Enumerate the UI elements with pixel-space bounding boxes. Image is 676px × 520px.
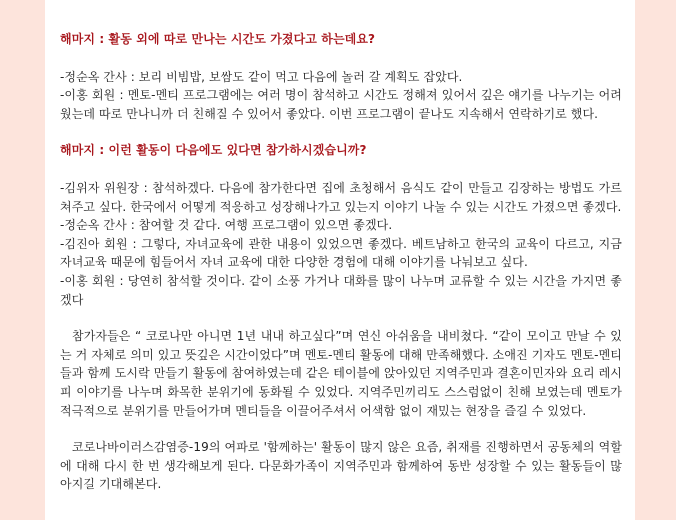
answer-jeong-soon-ok: -정순옥 간사 : 보리 비빔밥, 보쌈도 같이 먹고 다음에 놀러 갈 계획도 잡았다. — [60, 69, 463, 84]
answer-kim-wi-ja: -김위자 위원장 : 참석하겠다. 다음에 참가한다면 집에 초청해서 음식도 같이 만들고 김장하는 방법도 가르쳐주고 싶다. 한국에서 어떻게 적응하고 성장해나가고 있는지 이야기 나눌 수 있는 시간도 가졌으면 좋겠다. — [60, 180, 622, 214]
answer-kim-jin-a: -김진아 회원 : 그렇다, 자녀교육에 관한 내용이 있었으면 좋겠다. 베트남하고 한국의 교육이 다르고, 지금 자녀교육 때문에 힘들어서 자녀 교육에 대한 다양한 경험에 대해 이야기를 나눠보고 싶다. — [60, 236, 622, 270]
answer-group-1 — [60, 68, 622, 124]
body-paragraph-2: 코로나바이러스감염증-19의 여파로 '함께하는' 활동이 많지 않은 요즘, 취재를 진행하면서 공동체의 역할에 대해 다시 한 번 생각해보게 된다. 다문화가족이 지역주민과 함께하여 동반 성장할 수 있는 활동들이 많아지길 기대해본다. — [60, 440, 622, 492]
answer-group-2 — [60, 179, 622, 309]
answer-lee-hong: -이홍 회원 : 멘토-멘티 프로그램에는 여러 명이 참석하고 시간도 정해져 있어서 깊은 얘기를 나누기는 어려웠는데 따로 만나니까 더 친해질 수 있어서 좋았다. 이번 프로그램이 끝나도 지속해서 연락하기로 했다. — [60, 88, 622, 121]
answer-jeong-soon-ok-2: -정순옥 간사 : 참여할 것 같다. 여행 프로그램이 있으면 좋겠다. — [60, 218, 393, 233]
article-content — [60, 30, 622, 494]
answer-lee-hong-2: -이홍 회원 : 당연히 참석할 것이다. 같이 소풍 가거나 대화를 많이 나누며 교류할 수 있는 시간을 가지면 좋겠다 — [60, 273, 622, 307]
interview-question-1: 해마지 : 활동 외에 따로 만나는 시간도 가졌다고 하는데요? — [60, 32, 376, 46]
spacer — [60, 420, 622, 438]
spacer — [60, 160, 622, 179]
spacer — [60, 123, 622, 141]
spacer — [60, 309, 622, 327]
body-paragraph-1: 참가자들은 “ 코로나만 아니면 1년 내내 하고싶다”며 연신 아쉬움을 내비쳤다. “같이 모이고 만날 수 있는 거 자체로 의미 있고 뜻깊은 시간이었다”며 멘토-멘티 활동에 대해 만족해했다. 소애진 기자도 멘토-멘티들과 함께 도시락 만들기 활동에 참여하였는데 같은 테이블에 앉아있던 지역주민과 결혼이민자와 요리 레시피 이야기를 나누며 화목한 분위기에 동화될 수 있었다. 지역주민끼리도 스스럼없이 친해 보였는데 멘토가 적극적으로 분위기를 만들어가며 멘티들을 이끌어주셔서 어색함 없이 재밌는 현장을 즐길 수 있었다. — [60, 329, 622, 418]
article-page — [45, 0, 635, 520]
interview-question-2: 해마지 : 이런 활동이 다음에도 있다면 참가하시겠습니까? — [60, 143, 367, 158]
spacer — [60, 49, 622, 68]
